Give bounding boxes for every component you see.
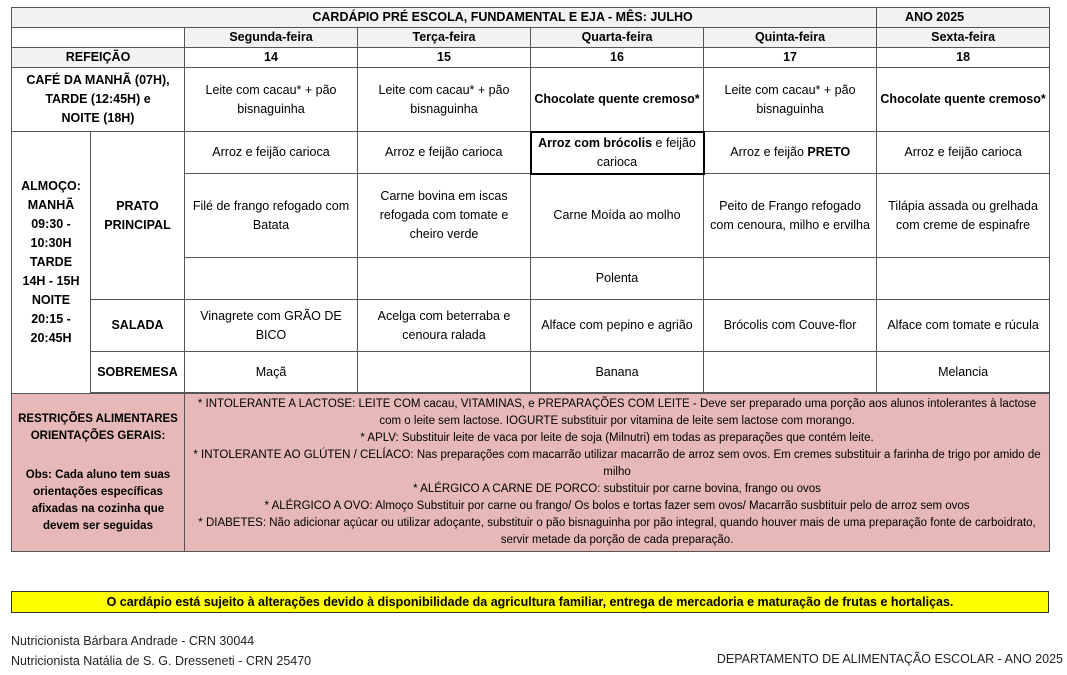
lunch-label-line: 09:30 - [31, 217, 71, 231]
protein-tue: Carne bovina em iscas refogada com tomate e cheiro verde [358, 174, 531, 258]
day-name-thu: Quinta-feira [704, 28, 877, 48]
breakfast-label-line: CAFÉ DA MANHÃ (07H), [26, 73, 170, 87]
notice-banner: O cardápio está sujeito à alterações devido à disponibilidade da agricultura familiar, entrega de mercadoria e maturação de frutas e hortaliças. [11, 591, 1049, 613]
salad-thu: Brócolis com Couve-flor [704, 300, 877, 352]
base-wed [531, 132, 704, 174]
dessert-label: SOBREMESA [91, 352, 185, 393]
base-fri: Arroz e feijão carioca [877, 132, 1050, 174]
restrictions-label [12, 394, 185, 552]
day-name-tue: Terça-feira [358, 28, 531, 48]
day-date-tue: 15 [358, 48, 531, 68]
day-name-mon: Segunda-feira [185, 28, 358, 48]
protein-fri: Tilápia assada ou grelhada com creme de espinafre [877, 174, 1050, 258]
empty-header-cell [12, 28, 185, 48]
dessert-thu [704, 352, 877, 393]
base-wed-rest: e feijão carioca [596, 135, 696, 169]
lunch-label-line: 20:45H [30, 331, 72, 345]
breakfast-mon: Leite com cacau* + pão bisnaguinha [185, 68, 358, 132]
base-wed-bold: Arroz com brócolis [538, 135, 653, 150]
main-dish-label-line: PRINCIPAL [104, 217, 171, 232]
breakfast-label-line: NOITE (18H) [61, 111, 135, 125]
base-thu-pre: Arroz e feijão [730, 145, 808, 159]
lunch-label-line: 10:30H [30, 236, 72, 250]
lunch-label-line: ALMOÇO: [21, 179, 81, 193]
menu-title: CARDÁPIO PRÉ ESCOLA, FUNDAMENTAL E EJA - MÊS: JULHO [12, 8, 877, 28]
extra-fri [877, 258, 1050, 300]
protein-thu: Peito de Frango refogado com cenoura, milho e ervilha [704, 174, 877, 258]
restriction-gluten: * INTOLERANTE AO GLÚTEN / CELÍACO: Nas preparações com macarrão utilizar macarrão de arroz sem ovos. Em cremes substituir a farinha de trigo por amido de milho [193, 449, 1041, 478]
day-date-wed: 16 [531, 48, 704, 68]
dessert-mon: Maçã [185, 352, 358, 393]
menu-year: ANO 2025 [877, 8, 1050, 28]
day-date-fri: 18 [877, 48, 1050, 68]
salad-label: SALADA [91, 300, 185, 352]
extra-tue [358, 258, 531, 300]
restrictions-obs-line: Obs: Cada aluno tem suas [25, 468, 171, 481]
salad-tue: Acelga com beterraba e cenoura ralada [358, 300, 531, 352]
restrictions-obs-line: orientações específicas [33, 485, 163, 498]
salad-wed: Alface com pepino e agrião [531, 300, 704, 352]
menu-table [11, 7, 1050, 552]
extra-mon [185, 258, 358, 300]
breakfast-label [12, 68, 185, 132]
restriction-aplv: * APLV: Substituir leite de vaca por leite de soja (Milnutri) em todas as preparações que contém leite. [360, 432, 874, 444]
base-thu [704, 132, 877, 174]
dessert-fri: Melancia [877, 352, 1050, 393]
protein-mon: Filé de frango refogado com Batata [185, 174, 358, 258]
restriction-pork: * ALÉRGICO A CARNE DE PORCO: substituir por carne bovina, frango ou ovos [413, 483, 821, 495]
breakfast-label-line: TARDE (12:45H) e [45, 92, 151, 106]
main-dish-label-line: PRATO [116, 198, 159, 213]
lunch-label-line: 20:15 - [31, 312, 71, 326]
day-name-wed: Quarta-feira [531, 28, 704, 48]
lunch-label-line: TARDE [29, 255, 73, 269]
extra-wed: Polenta [531, 258, 704, 300]
breakfast-wed: Chocolate quente cremoso* [531, 68, 704, 132]
lunch-label [12, 132, 91, 394]
breakfast-fri: Chocolate quente cremoso* [877, 68, 1050, 132]
restriction-egg: * ALÉRGICO A OVO: Almoço Substituir por carne ou frango/ Os bolos e tortas fazer sem ovos/ Macarrão susbtituir pelo de arroz sem ovos [264, 500, 970, 512]
restrictions-obs-line: devem ser seguidas [43, 519, 153, 532]
restrictions-title-line: RESTRIÇÕES ALIMENTARES [18, 412, 178, 425]
salad-fri: Alface com tomate e rúcula [877, 300, 1050, 352]
extra-thu [704, 258, 877, 300]
lunch-label-line: NOITE [31, 293, 71, 307]
base-mon: Arroz e feijão carioca [185, 132, 358, 174]
salad-mon: Vinagrete com GRÃO DE BICO [185, 300, 358, 352]
day-name-fri: Sexta-feira [877, 28, 1050, 48]
nutritionist-1: Nutricionista Bárbara Andrade - CRN 30044 [11, 634, 255, 648]
restrictions-title-line: ORIENTAÇÕES GERAIS: [30, 429, 166, 442]
restriction-lactose: * INTOLERANTE A LACTOSE: LEITE COM cacau, VITAMINAS, e PREPARAÇÕES COM LEITE - Deve ser preparado uma porção aos alunos intolerantes à lactose com o leite sem lactose. IOGURTE substituir por vitamina de leite sem lactose com morango. [197, 398, 1037, 427]
nutritionist-2: Nutricionista Natália de S. G. Dresseneti - CRN 25470 [11, 654, 312, 668]
breakfast-thu: Leite com cacau* + pão bisnaguinha [704, 68, 877, 132]
lunch-label-line: 14H - 15H [22, 274, 80, 288]
restriction-diabetes: * DIABETES: Não adicionar açúcar ou utilizar adoçante, substituir o pão bisnaguinha por pão integral, quando houver mais de uma preparação fonte de carboidrato, servir metade da porção de cada preparação. [198, 517, 1036, 546]
breakfast-tue: Leite com cacau* + pão bisnaguinha [358, 68, 531, 132]
dessert-wed: Banana [531, 352, 704, 393]
restrictions-text [185, 394, 1050, 552]
base-tue: Arroz e feijão carioca [358, 132, 531, 174]
day-date-mon: 14 [185, 48, 358, 68]
department: DEPARTAMENTO DE ALIMENTAÇÃO ESCOLAR - ANO 2025 [716, 652, 1063, 666]
dessert-tue [358, 352, 531, 393]
protein-wed: Carne Moída ao molho [531, 174, 704, 258]
main-dish-label [91, 132, 185, 300]
day-date-thu: 17 [704, 48, 877, 68]
meal-column-header: REFEIÇÃO [12, 48, 185, 68]
lunch-label-line: MANHÃ [27, 198, 75, 212]
restrictions-obs-line: afixadas na cozinha que [31, 502, 165, 515]
base-thu-bold: PRETO [807, 145, 851, 159]
